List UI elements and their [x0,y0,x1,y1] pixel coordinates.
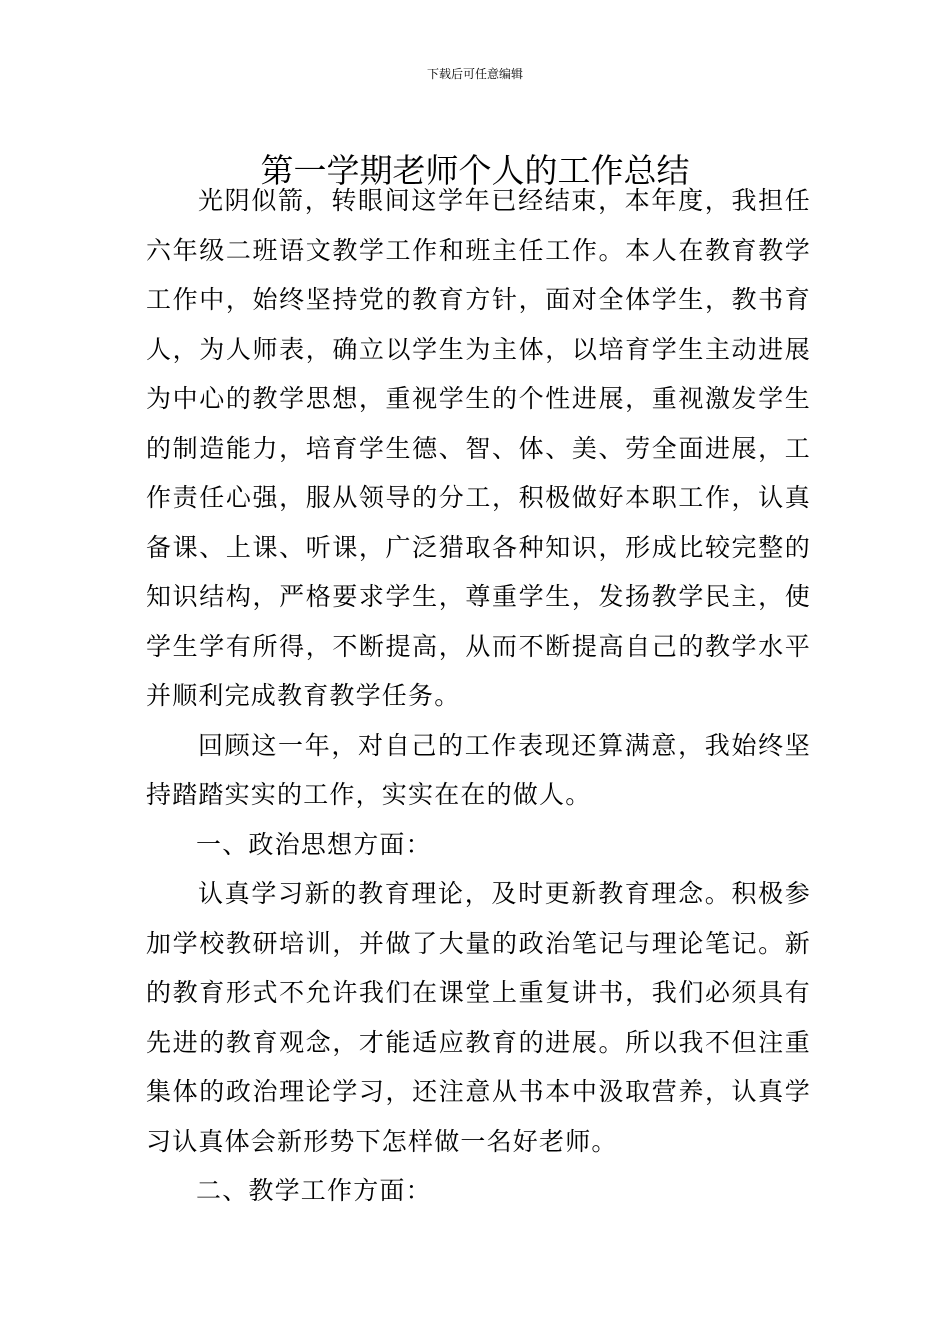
document-body [146,176,811,1216]
document-title: 第一学期老师个人的工作总结 [260,151,690,191]
section-heading-teaching: 二、教学工作方面： [196,1176,432,1205]
paragraph-review: 回顾这一年，对自己的工作表现还算满意，我始终坚持踏踏实实的工作，实实在在的做人。 [146,730,811,809]
section-heading-politics: 一、政治思想方面： [196,829,432,859]
paragraph-intro: 光阴似箭，转眼间这学年已经结束，本年度，我担任六年级二班语文教学工作和班主任工作。本人在教育教学工作中，始终坚持党的教育方针，面对全体学生，教书育人，为人师表，确立以学生为主体，以培育学生主动进展为中心的教学思想，重视学生的个性进展，重视激发学生的制造能力，培育学生德、智、体、美、劳全面进展，工作责任心强，服从领导的分工，积极做好本职工作，认真备课、上课、听课，广泛猎取各种知识，形成比较完整的知识结构，严格要求学生，尊重学生，发扬教学民主，使学生学有所得，不断提高，从而不断提高自己的教学水平并顺利完成教育教学任务。 [146,186,811,710]
paragraph-politics: 认真学习新的教育理论，及时更新教育理念。积极参加学校教研培训，并做了大量的政治笔记与理论笔记。新的教育形式不允许我们在课堂上重复讲书，我们必须具有先进的教育观念，才能适应教育的进展。所以我不但注重集体的政治理论学习，还注意从书本中汲取营养，认真学习认真体会新形势下怎样做一名好老师。 [146,879,811,1156]
header-note: 下载后可任意编辑 [426,67,523,81]
